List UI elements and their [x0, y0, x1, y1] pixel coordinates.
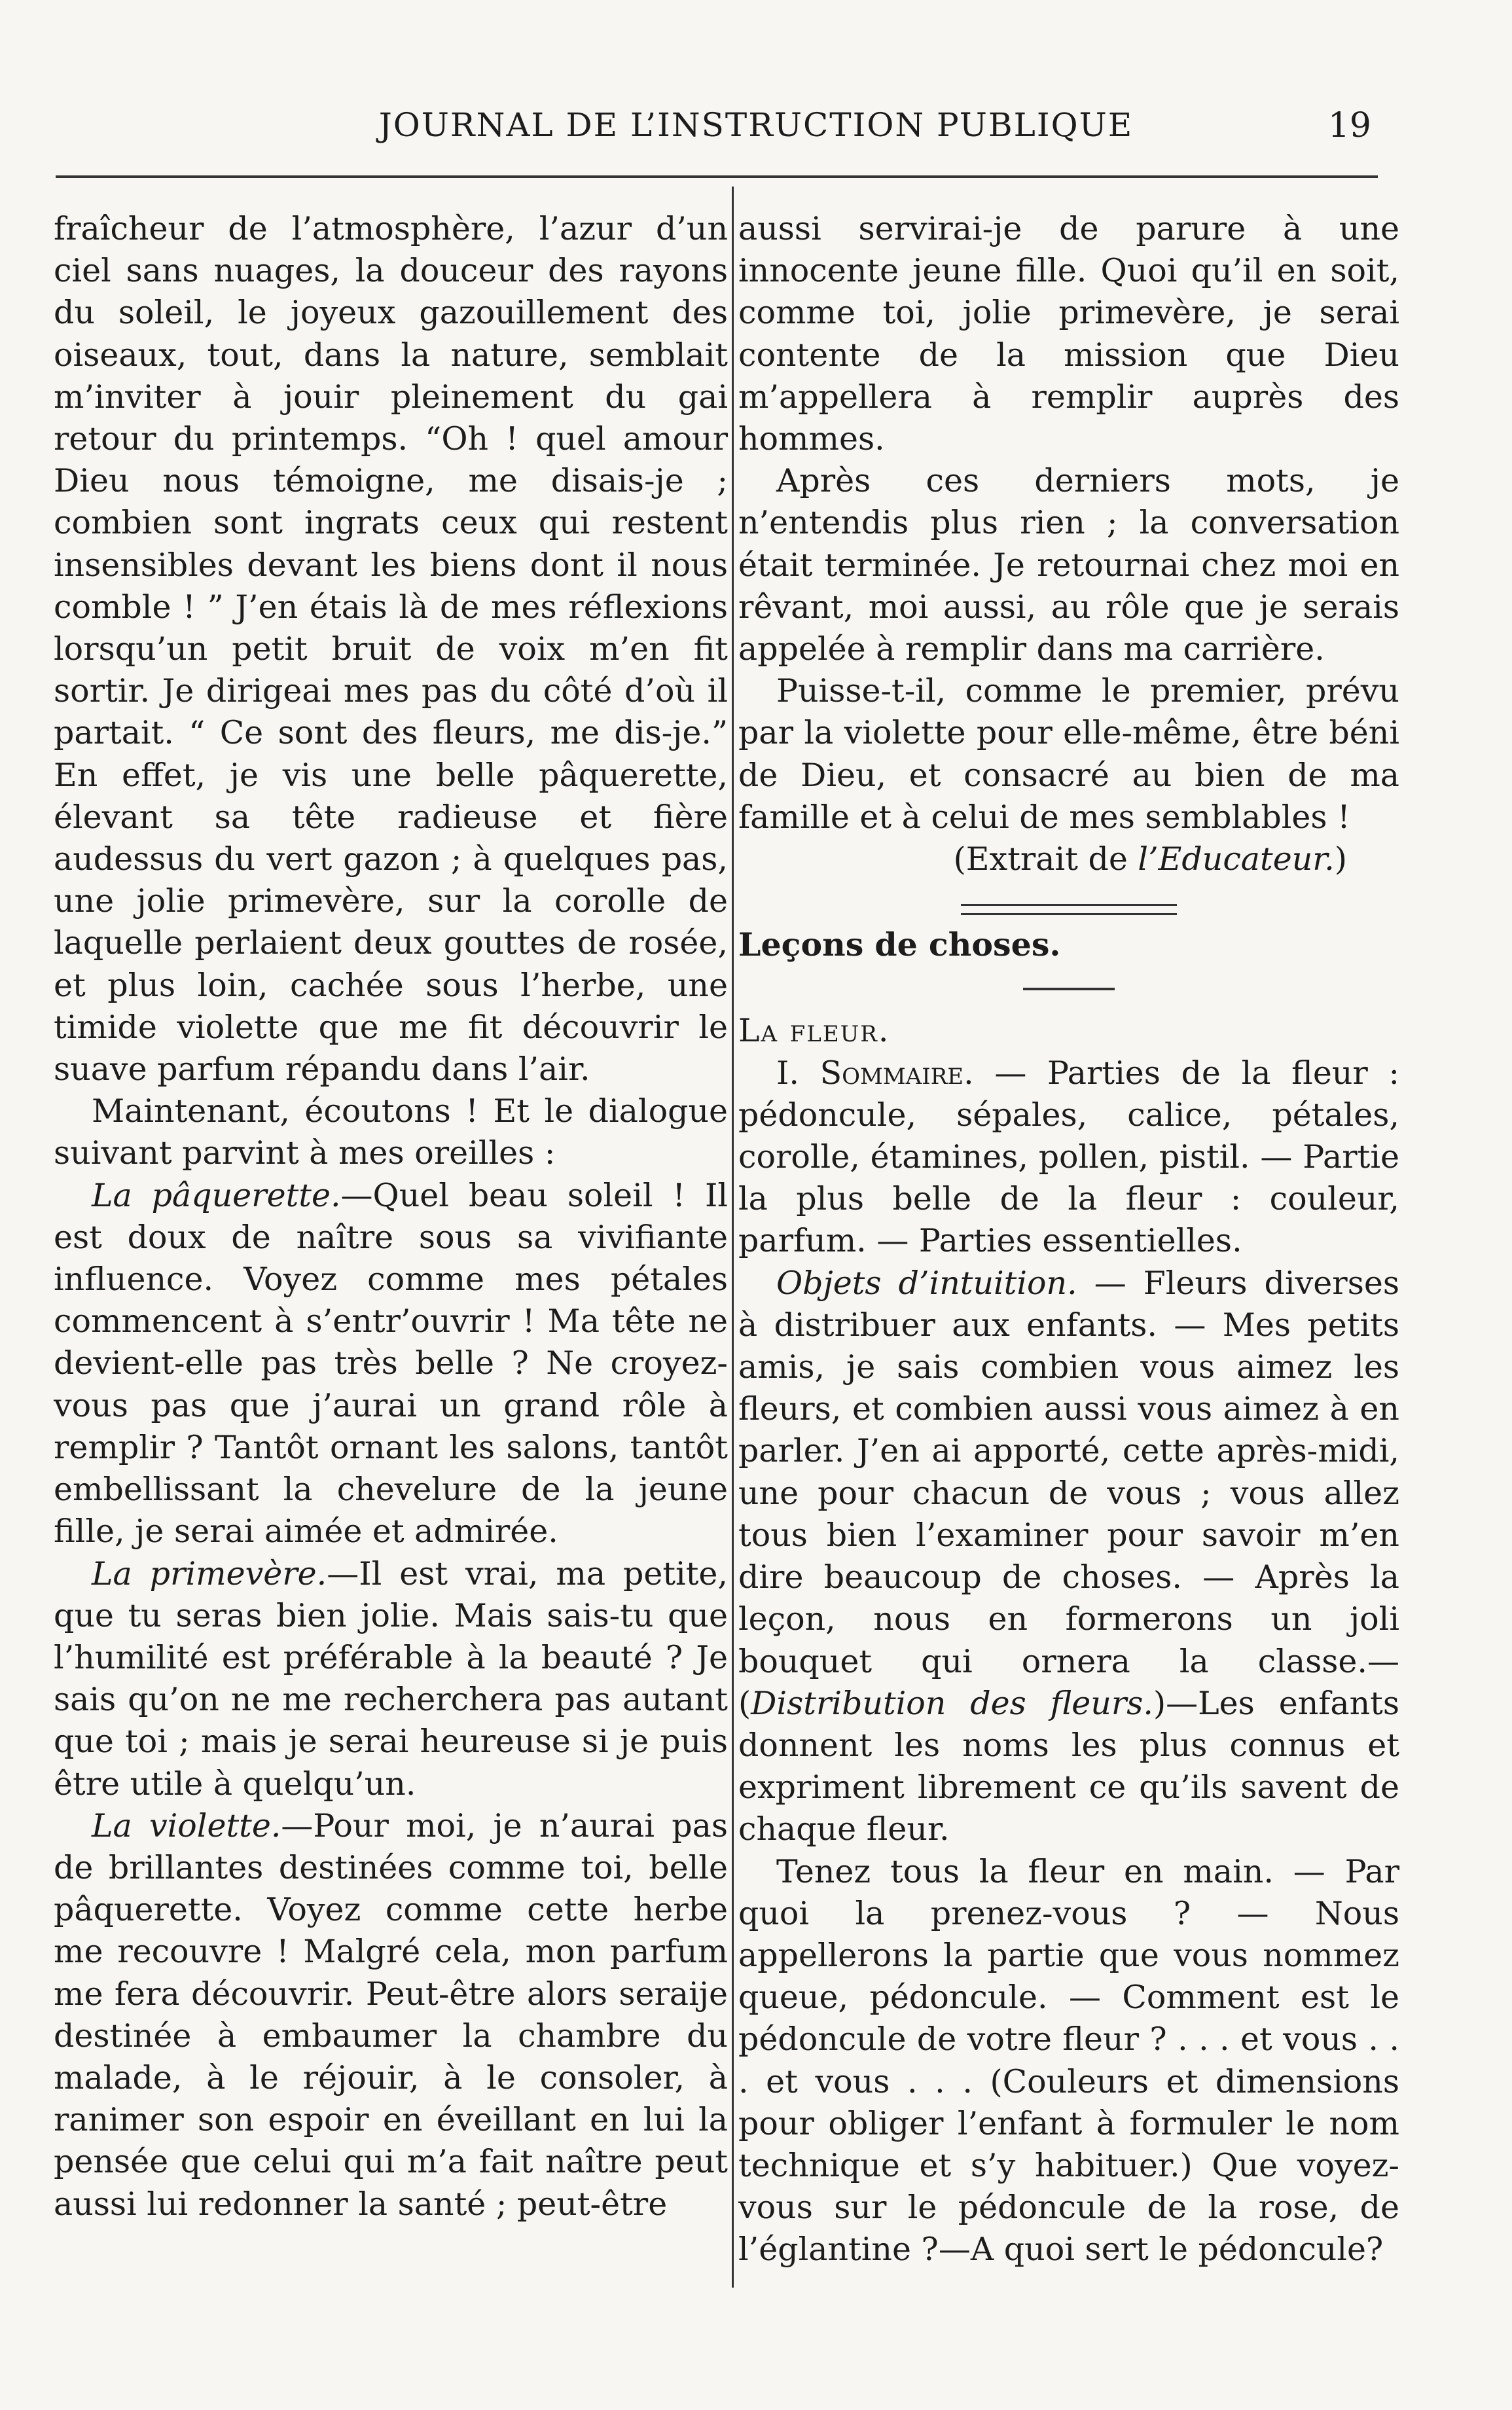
page-number: 19 [1327, 106, 1371, 145]
short-rule [1023, 988, 1115, 990]
sommaire-label: I. Sommaire. [776, 1054, 974, 1092]
objets-text: — Fleurs diverses à distribuer aux enfants. — Mes petits amis, je sais combien vous aimez les fleurs, et combien aussi vous aimez à en parler. J’en ai apporté, cette après-midi, une pour chacun de vous ; vous allez tous bien l’examiner pour savoir m’en dire beaucoup de choses. — Après la leçon, nous en formerons un joli bouquet qui ornera la classe.—( [738, 1264, 1399, 1722]
paragraph-pedoncule: Tenez tous la fleur en main. — Par quoi la prenez-vous ? — Nous appellerons la partie que vous nommez queue, pédoncule. — Comment est le pédoncule de votre fleur ? . . . et vous . . . et vous . . . (Couleurs et dimensions pour obliger l’enfant à formuler le nom technique et s’y habituer.) Que voyez-vous sur le pédoncule de la rose, de l’églantine ?—A quoi sert le pédoncule? [738, 1852, 1399, 2269]
paragraph-paquerette [54, 1175, 728, 1553]
speech-primevere: —Il est vrai, ma petite, que tu seras bien jolie. Mais sais-tu que l’humilité est préférable à la beauté ? Je sais qu’on ne me recherchera pas autant que toi ; mais je serai heureuse si je puis être utile à quelqu’un. [54, 1555, 728, 1803]
citation-suffix: ) [1334, 840, 1347, 878]
column-divider [732, 187, 734, 2288]
paragraph-violette [54, 1805, 728, 2225]
sommaire-text: — Parties de la fleur : pédoncule, sépales, calice, pétales, corolle, étamines, pollen, pistil. — Partie la plus belle de la fleur : couleur, parfum. — Parties essentielles. [738, 1054, 1399, 1260]
objets-text-end: )—Les enfants donnent les noms les plus connus et expriment librement ce qu’ils savent de chaque fleur. [738, 1684, 1399, 1848]
paragraph-wish: Puisse-t-il, comme le premier, prévu par la violette pour elle-même, être béni de Dieu, et consacré au bien de ma famille et à celui de mes semblables ! [738, 672, 1399, 836]
left-column [54, 208, 728, 2225]
citation-prefix: (Extrait de [953, 840, 1138, 878]
double-rule-separator [961, 897, 1177, 924]
objets-italic: Distribution des fleurs. [751, 1684, 1154, 1722]
paragraph-objets [738, 1263, 1399, 1851]
speech-paquerette: —Quel beau soleil ! Il est doux de naître sous sa vivifiante influence. Voyez comme mes pétales commencent à s’entr’ouvrir ! Ma tête ne devient-elle pas très belle ? Ne croyez-vous pas que j’aurai un grand rôle à remplir ? Tantôt ornant les salons, tantôt embellissant la chevelure de la jeune fille, je serai aimée et admirée. [54, 1176, 728, 1551]
paragraph-continued: fraîcheur de l’atmosphère, l’azur d’un ciel sans nuages, la douceur des rayons du soleil, le joyeux gazouillement des oiseaux, tout, dans la nature, semblait m’inviter à jouir pleinement du gai retour du printemps. “Oh ! quel amour Dieu nous témoigne, me disais-je ; combien sont ingrats ceux qui restent insensibles devant les biens dont il nous comble ! ” J’en étais là de mes réflexions lorsqu’un petit bruit de voix m’en fit sortir. Je dirigeai mes pas du côté d’où il partait. “ Ce sont des fleurs, me dis-je.” En effet, je vis une belle pâquerette, élevant sa tête radieuse et fière audessus du vert gazon ; à quelques pas, une jolie primevère, sur la corolle de laquelle perlaient deux gouttes de rosée, et plus loin, cachée sous l’herbe, une timide violette que me fit découvrir le suave parfum répandu dans l’air. [54, 210, 728, 1088]
paragraph-sommaire [738, 1052, 1399, 1263]
section-title: Leçons de choses. [738, 926, 1061, 964]
paragraph-continued-right: aussi servirai-je de parure à une innocente jeune fille. Quoi qu’il en soit, comme toi, jolie primevère, je serai contente de la mission que Dieu m’appellera à remplir auprès des hommes. [738, 210, 1399, 458]
header-rule [56, 175, 1378, 178]
objets-label: Objets d’intuition. [776, 1264, 1077, 1302]
right-column [738, 208, 1399, 2271]
speaker-primevere: La primevère. [92, 1555, 327, 1592]
section-subtitle: La fleur. [738, 1012, 890, 1050]
speech-violette: —Pour moi, je n’aurai pas de brillantes destinées comme toi, belle pâquerette. Voyez comme cette herbe me recouvre ! Malgré cela, mon parfum me fera découvrir. Peut-être alors seraije destinée à embaumer la chambre du malade, à le réjouir, à le consoler, à ranimer son espoir en éveillant en lui la pensée que celui qui m’a fait naître peut aussi lui redonner la santé ; peut-être [54, 1807, 728, 2223]
citation-title: l’Educateur. [1138, 840, 1335, 878]
paragraph-conclusion: Après ces derniers mots, je n’entendis plus rien ; la conversation était terminée. Je retournai chez moi en rêvant, moi aussi, au rôle que je serais appelée à remplir dans ma carrière. [738, 462, 1399, 668]
paragraph-primevere [54, 1553, 728, 1805]
speaker-violette: La violette. [92, 1807, 281, 1844]
journal-title: JOURNAL DE L’INSTRUCTION PUBLIQUE [378, 106, 1134, 144]
running-head [0, 98, 1512, 157]
speaker-paquerette: La pâquerette. [92, 1176, 341, 1214]
paragraph-dialogue-intro: Maintenant, écoutons ! Et le dialogue suivant parvint à mes oreilles : [54, 1092, 728, 1172]
source-citation [738, 838, 1399, 880]
